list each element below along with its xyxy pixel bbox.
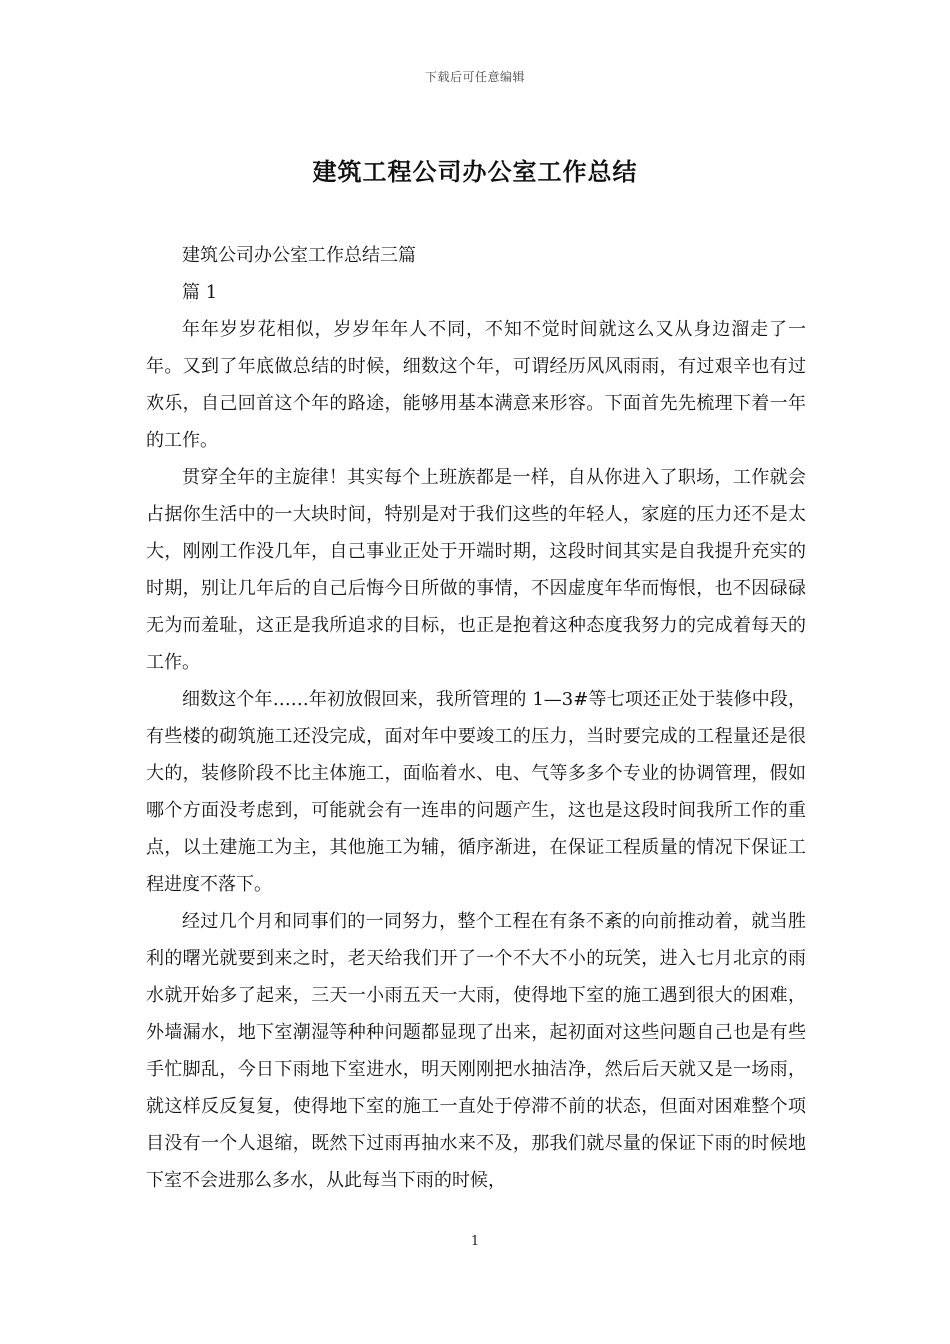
section-label: 篇 1 [182, 282, 218, 303]
document-body [146, 237, 806, 1199]
document-subtitle: 建筑公司办公室工作总结三篇 [182, 245, 416, 266]
page-number: 1 [470, 1234, 480, 1249]
paragraph-1: 年年岁岁花相似，岁岁年年人不同，不知不觉时间就这么又从身边溜走了一年。又到了年底做总结的时候，细数这个年，可谓经历风风雨雨，有过艰辛也有过欢乐，自己回首这个年的路途，能够用基本满意来形容。下面首先先梳理下着一年的工作。 [146, 319, 806, 451]
paragraph-2: 贯穿全年的主旋律！其实每个上班族都是一样，自从你进入了职场，工作就会占据你生活中的一大块时间，特别是对于我们这些的年轻人，家庭的压力还不是太大，刚刚工作没几年，自己事业正处于开端时期，这段时间其实是自我提升充实的时期，别让几年后的自己后悔今日所做的事情，不因虚度年华而悔恨，也不因碌碌无为而羞耻，这正是我所追求的目标，也正是抱着这种态度我努力的完成着每天的工作。 [146, 467, 806, 673]
paragraph-3: 细数这个年……年初放假回来，我所管理的 1—3#等七项还正处于装修中段，有些楼的砌筑施工还没完成，面对年中要竣工的压力，当时要完成的工程量还是很大的，装修阶段不比主体施工，面临着水、电、气等多多个专业的协调管理，假如哪个方面没考虑到，可能就会有一连串的问题产生，这也是这段时间我所工作的重点，以土建施工为主，其他施工为辅，循序渐进，在保证工程质量的情况下保证工程进度不落下。 [146, 689, 806, 895]
paragraph-4: 经过几个月和同事们的一同努力，整个工程在有条不紊的向前推动着，就当胜利的曙光就要到来之时，老天给我们开了一个不大不小的玩笑，进入七月北京的雨水就开始多了起来，三天一小雨五天一大雨，使得地下室的施工遇到很大的困难，外墙漏水，地下室潮湿等种种问题都显现了出来，起初面对这些问题自己也是有些手忙脚乱，今日下雨地下室进水，明天刚刚把水抽洁净，然后后天就又是一场雨，就这样反反复复，使得地下室的施工一直处于停滞不前的状态，但面对困难整个项目没有一个人退缩，既然下过雨再抽水来不及，那我们就尽量的保证下雨的时候地下室不会进那么多水，从此每当下雨的时候， [146, 911, 806, 1191]
document-title: 建筑工程公司办公室工作总结 [312, 157, 638, 186]
header-note: 下载后可任意编辑 [424, 70, 525, 84]
